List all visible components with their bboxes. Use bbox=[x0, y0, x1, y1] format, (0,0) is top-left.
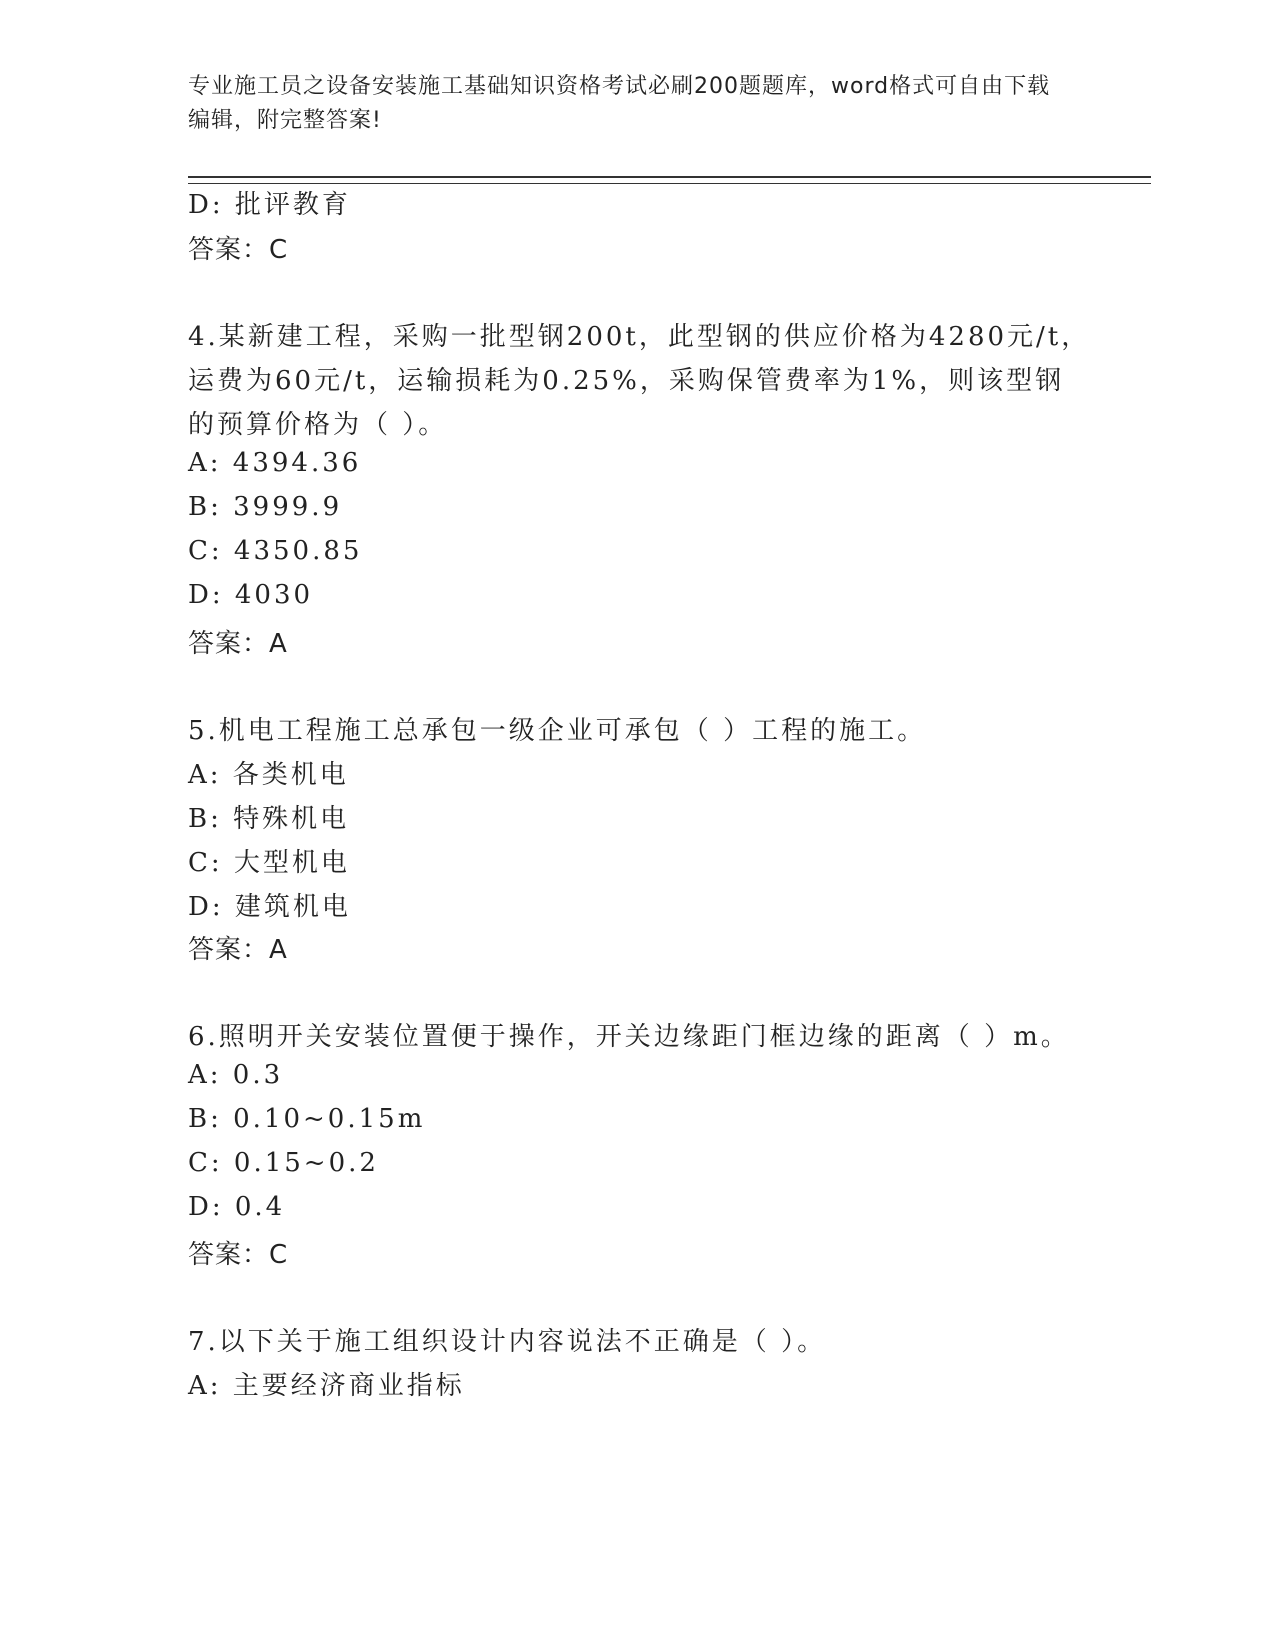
q4-option-d: D: 4030 bbox=[188, 580, 314, 610]
page-header: 专业施工员之设备安装施工基础知识资格考试必刷200题题库，word格式可自由下载编辑，附完整答案! bbox=[188, 74, 1051, 133]
q4-question-line-3: 的预算价格为（ ）。 bbox=[188, 410, 448, 440]
q3-answer: 答案：C bbox=[188, 235, 289, 265]
q6-option-d: D: 0.4 bbox=[188, 1192, 286, 1222]
q7-option-a: A: 主要经济商业指标 bbox=[188, 1371, 465, 1401]
q7-question: 7.以下关于施工组织设计内容说法不正确是（ ）。 bbox=[188, 1327, 827, 1357]
q6-answer: 答案：C bbox=[188, 1240, 289, 1270]
q6-question: 6.照明开关安装位置便于操作，开关边缘距门框边缘的距离（ ）m。 bbox=[188, 1022, 1070, 1052]
q4-answer: 答案：A bbox=[188, 629, 288, 659]
q4-question-line-2: 运费为60元/t，运输损耗为0.25%，采购保管费率为1%，则该型钢 bbox=[188, 366, 1065, 396]
q4-question-line-1: 4.某新建工程，采购一批型钢200t，此型钢的供应价格为4280元/t， bbox=[188, 322, 1091, 352]
q3-option-d: D: 批评教育 bbox=[188, 190, 351, 220]
q5-answer: 答案：A bbox=[188, 935, 288, 965]
q5-option-a: A: 各类机电 bbox=[188, 760, 349, 790]
q5-question: 5.机电工程施工总承包一级企业可承包（ ）工程的施工。 bbox=[188, 716, 927, 746]
q6-option-c: C: 0.15~0.2 bbox=[188, 1148, 379, 1178]
q5-option-b: B: 特殊机电 bbox=[188, 804, 350, 834]
q6-option-a: A: 0.3 bbox=[188, 1060, 284, 1090]
q4-option-c: C: 4350.85 bbox=[188, 536, 363, 566]
q4-option-b: B: 3999.9 bbox=[188, 492, 343, 522]
q5-option-d: D: 建筑机电 bbox=[188, 892, 351, 922]
q6-option-b: B: 0.10~0.15m bbox=[188, 1104, 426, 1134]
q5-option-c: C: 大型机电 bbox=[188, 848, 350, 878]
header-divider-thick bbox=[188, 176, 1151, 178]
q4-option-a: A: 4394.36 bbox=[188, 448, 362, 478]
